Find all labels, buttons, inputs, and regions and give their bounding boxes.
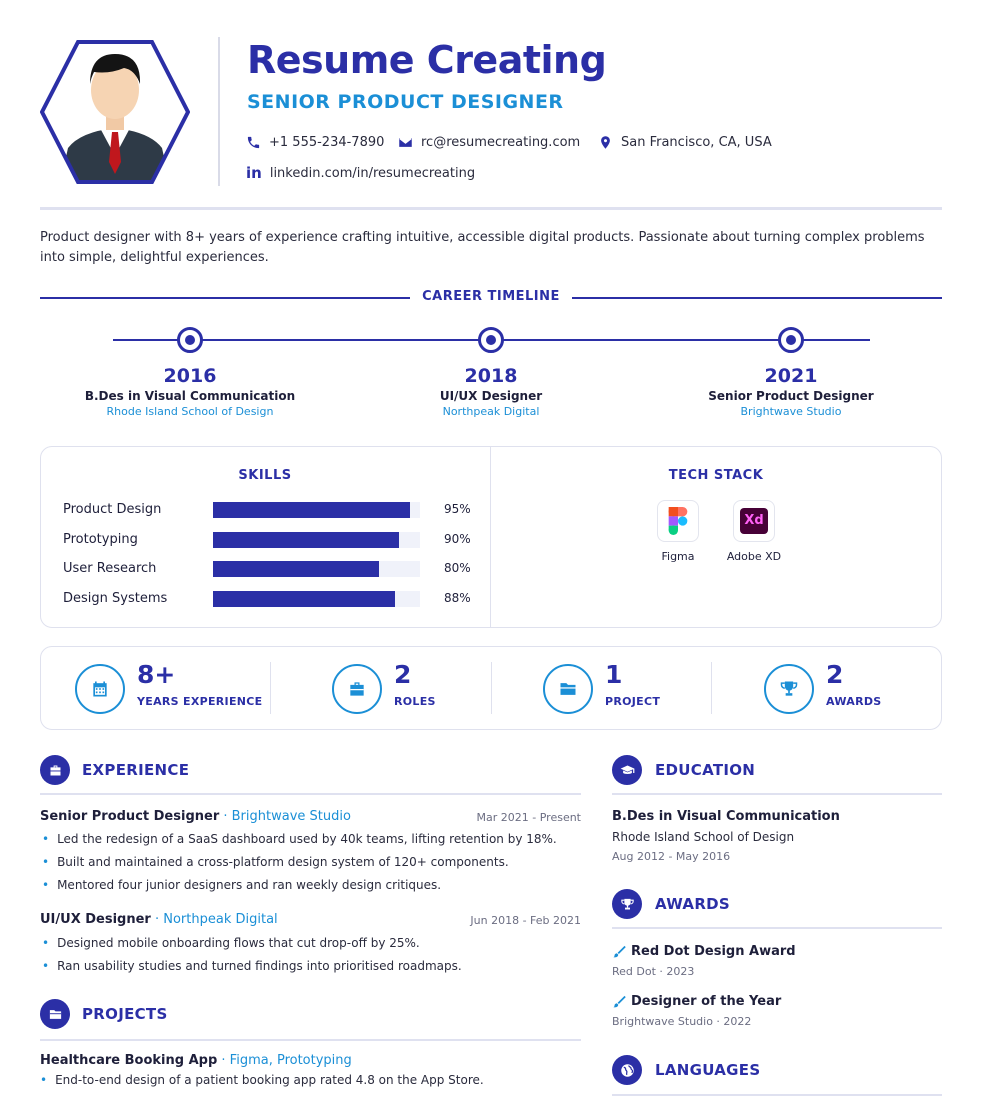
section-rule [612,927,942,929]
job-bullet: • Mentored four junior designers and ran weekly design critiques. [42,878,441,892]
trophy-icon [612,889,642,919]
profile-summary: Product designer with 8+ years of experience crafting intuitive, accessible digital products. Passionate about turning complex problems into simple, delightful experiences. [40,230,925,265]
section-rule [40,1039,581,1041]
job-bullet: • Led the redesign of a SaaS dashboard used by 40k teams, lifting retention by 18%. [42,832,557,846]
timeline-node [177,327,203,353]
calendar-icon [75,664,125,714]
project-tools: Figma, Prototyping [229,1053,352,1068]
skill-bar-fill [213,591,395,607]
stat-divider [270,662,271,714]
job-role: UI/UX Designer [40,912,151,927]
skill-bar-track [213,561,420,577]
tech-item-figma [643,500,713,563]
award-item [612,944,796,959]
skill-label: Design Systems [63,591,168,606]
education-dates: Aug 2012 - May 2016 [612,850,731,863]
folder-icon [543,664,593,714]
award-meta: Brightwave Studio · 2022 [612,1015,752,1028]
phone-icon [246,135,261,150]
skill-bar-fill [213,532,399,548]
location-text: San Francisco, CA, USA [621,135,772,150]
stat-label: PROJECT [605,695,661,708]
job-bullet: • Ran usability studies and turned findings into prioritised roadmaps. [42,959,462,973]
skill-bar-track [213,532,420,548]
timeline-org: Rhode Island School of Design [106,405,274,418]
brush-icon [612,944,627,959]
skill-bar-track [213,502,420,518]
stat-label: YEARS EXPERIENCE [137,695,263,708]
envelope-icon [398,135,413,150]
stat-divider [711,662,712,714]
award-name: Designer of the Year [631,994,782,1009]
timeline-item [661,364,921,420]
stat-label: ROLES [394,695,436,708]
timeline-org: Brightwave Studio [740,405,842,418]
timeline-node [478,327,504,353]
folder-icon [40,999,70,1029]
briefcase-icon [40,755,70,785]
section-rule [612,793,942,795]
award-name: Red Dot Design Award [631,944,796,959]
tech-stack-heading: TECH STACK [668,468,764,483]
skill-label: Product Design [63,502,162,517]
timeline-item [361,364,621,420]
profile-photo [40,40,190,184]
job-company: Northpeak Digital [163,912,278,927]
timeline-role: Senior Product Designer [708,389,874,403]
education-heading: EDUCATION [655,761,756,779]
header-divider [218,37,220,186]
graduation-cap-icon [612,755,642,785]
contact-linkedin[interactable] [246,164,475,182]
phone-text: +1 555-234-7890 [269,135,385,150]
job-title [40,809,351,824]
tech-item-adobe-xd [719,500,789,563]
skill-label: Prototyping [63,532,138,547]
timeline-year: 2016 [163,365,217,387]
timeline-heading-text: CAREER TIMELINE [422,289,560,304]
stat-number: 1 [605,660,623,689]
project-name: Healthcare Booking App [40,1053,218,1068]
briefcase-icon [332,664,382,714]
stat-label: AWARDS [826,695,882,708]
skill-percent: 88% [444,591,471,605]
timeline-role: B.Des in Visual Communication [84,389,296,403]
timeline-org: Northpeak Digital [442,405,540,418]
timeline-year: 2018 [464,365,518,387]
skill-percent: 80% [444,561,471,575]
skill-bar-fill [213,502,410,518]
skill-row [63,500,473,520]
section-rule [612,1094,942,1096]
stat-number: 8+ [137,660,176,689]
project-description [40,1073,484,1087]
candidate-name: Resume Creating [247,38,607,82]
tech-label: Adobe XD [726,550,782,563]
skill-label: User Research [63,561,157,576]
job-company: Brightwave Studio [231,809,351,824]
linkedin-icon: in [246,164,262,182]
skill-row [63,559,473,579]
skill-bar-fill [213,561,379,577]
timeline-item [60,364,320,420]
linkedin-text: linkedin.com/in/resumecreating [269,165,476,181]
skill-row [63,589,473,609]
location-pin-icon [598,135,613,150]
award-meta: Red Dot · 2023 [612,965,695,978]
trophy-icon [764,664,814,714]
skill-percent: 90% [444,532,471,546]
languages-heading: LANGUAGES [655,1061,761,1079]
section-rule [40,793,581,795]
education-degree: B.Des in Visual Communication [612,809,840,824]
job-bullet: • Built and maintained a cross-platform design system of 120+ components. [42,855,509,869]
award-item [612,994,781,1009]
awards-heading: AWARDS [655,895,731,913]
timeline-heading [40,289,942,307]
stat-number: 2 [826,660,844,689]
job-separator: · [150,912,164,927]
education-school: Rhode Island School of Design [612,830,795,844]
project-title [40,1053,352,1068]
contact-location [598,135,772,150]
job-dates: Jun 2018 - Feb 2021 [470,914,581,927]
job-title [40,912,278,927]
stat-number: 2 [394,660,412,689]
timeline-node [778,327,804,353]
adobe-xd-icon [733,500,775,542]
experience-heading: EXPERIENCE [82,761,190,779]
adobe-xd-logo: Xd [740,508,768,534]
tech-label: Figma [661,550,695,563]
project-description-text: End-to-end design of a patient booking app rated 4.8 on the App Store. [55,1073,484,1087]
job-bullet: • Designed mobile onboarding flows that cut drop-off by 25%. [42,936,420,950]
figma-icon [657,500,699,542]
contact-phone[interactable] [246,135,384,150]
job-separator: · [219,809,232,824]
header-rule [40,207,942,210]
email-text: rc@resumecreating.com [421,135,581,150]
skill-bar-track [213,591,420,607]
skills-heading: SKILLS [238,468,292,483]
brush-icon [612,994,627,1009]
globe-icon [612,1055,642,1085]
contact-email[interactable] [398,135,580,150]
projects-heading: PROJECTS [82,1005,168,1023]
skill-row [63,530,473,550]
timeline-role: UI/UX Designer [439,389,543,403]
skill-percent: 95% [444,502,471,516]
timeline-year: 2021 [764,365,818,387]
project-separator: · [217,1053,230,1068]
job-role: Senior Product Designer [40,809,220,824]
stat-divider [491,662,492,714]
job-dates: Mar 2021 - Present [476,811,581,824]
candidate-title: SENIOR PRODUCT DESIGNER [247,91,564,113]
